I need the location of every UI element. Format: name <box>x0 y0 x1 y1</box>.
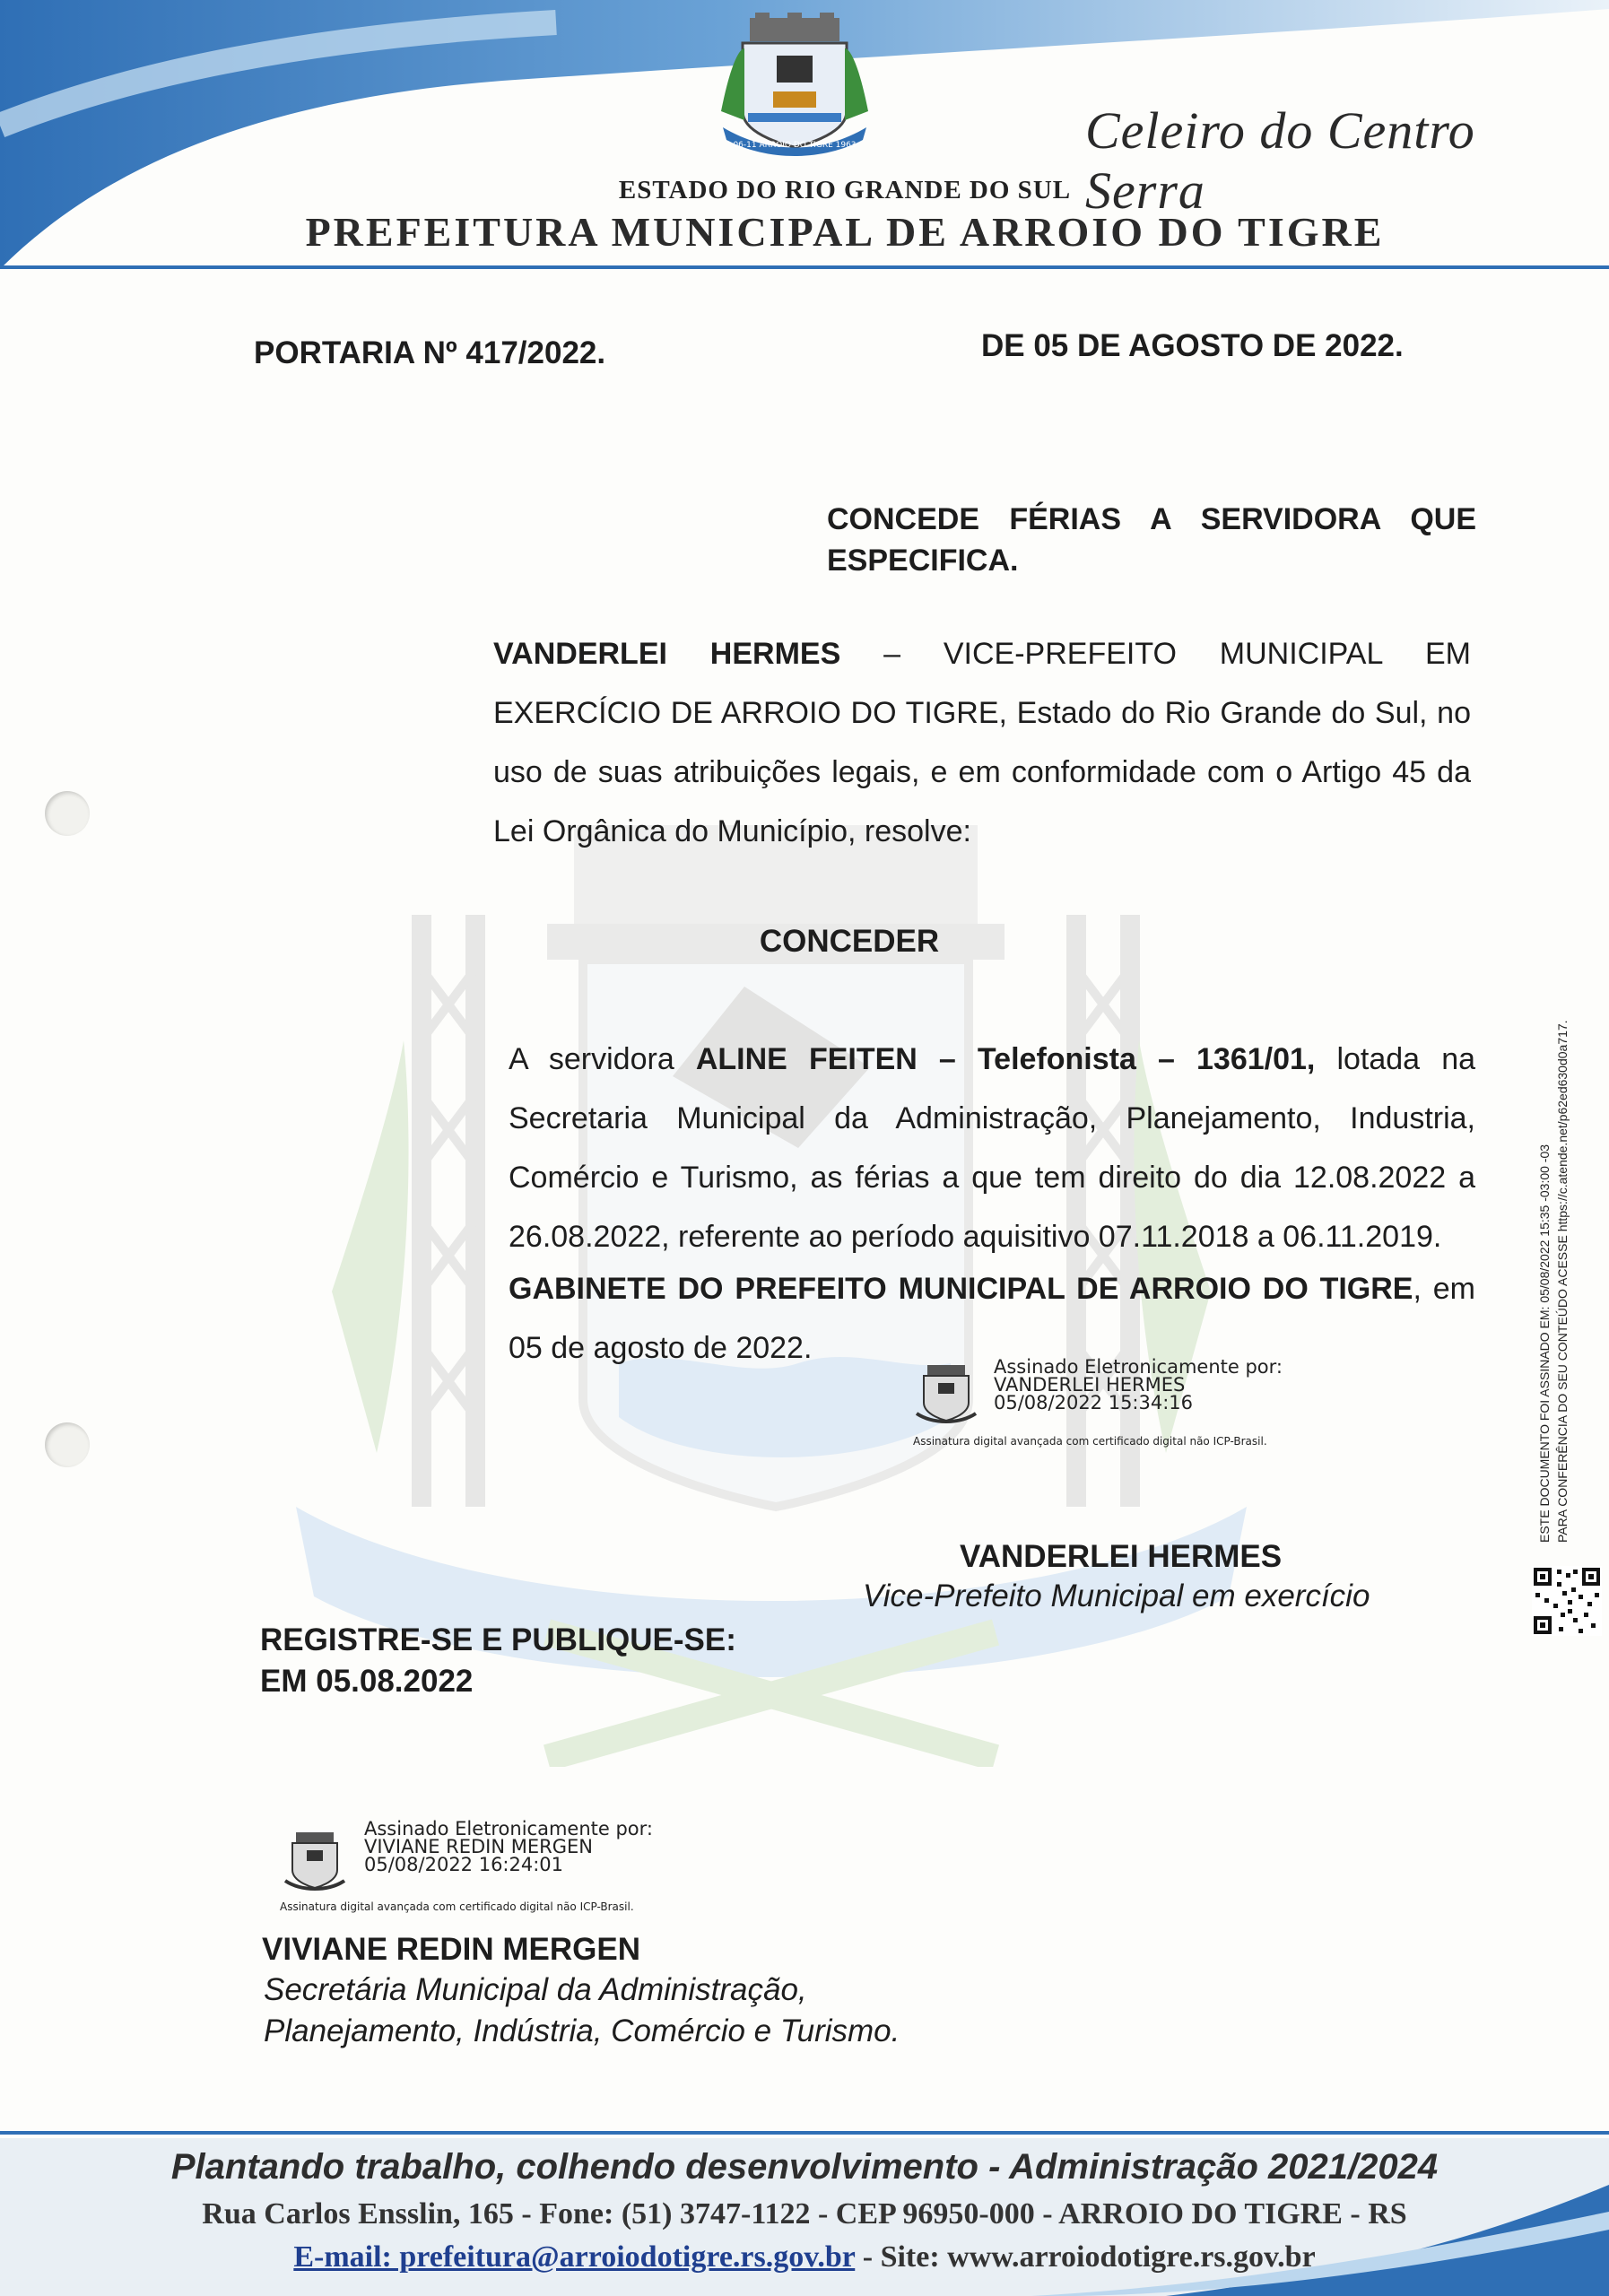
validation-sidebar-text <box>1535 861 1571 1543</box>
stamp-signer-name: VANDERLEI HERMES <box>994 1374 1186 1396</box>
stamp-seal-icon <box>915 1363 978 1424</box>
footer-site[interactable]: - Site: www.arroiodotigre.rs.gov.br <box>855 2240 1316 2274</box>
stamp-header: Assinado Eletronicamente por: <box>364 1818 653 1839</box>
motto: Celeiro do Centro Serra <box>1085 101 1475 220</box>
grant-text: lotada na Secretaria Municipal da Administração, Planejamento, Industria, Comércio e Turismo, as férias a que tem direito do dia 12.08.2022 a 26.08.2022, referente ao período aquisitivo 07.11.2018 a 06.11.2019. <box>509 1042 1476 1254</box>
punch-hole <box>45 1422 90 1467</box>
portaria-number: PORTARIA Nº 417/2022. <box>254 335 606 370</box>
electronic-signature-stamp-2 <box>278 1816 726 1933</box>
preamble-text: – VICE-PREFEITO MUNICIPAL EM EXERCÍCIO DE ARROIO DO TIGRE, Estado do Rio Grande do Sul, no uso de suas atribuições legais, e em conformidade com o Artigo 45 da Lei Orgânica do Município, resolve: <box>493 637 1471 848</box>
closing-date: , em 05 de agosto de 2022. <box>509 1272 1475 1365</box>
footer-email-link[interactable]: E-mail: prefeitura@arroiodotigre.rs.gov.br <box>293 2240 856 2274</box>
registration-note <box>260 1620 736 1702</box>
employee-identification: ALINE FEITEN – Telefonista – 1361/01, <box>695 1042 1316 1076</box>
registration-line-2: EM 05.08.2022 <box>260 1664 474 1699</box>
crest-text: 06-11 ARROIO DO TIGRE 1963 <box>733 141 857 150</box>
municipal-crest-logo <box>714 13 875 156</box>
stamp-note: Assinatura digital avançada com certificado digital não ICP-Brasil. <box>280 1900 634 1913</box>
state-name: ESTADO DO RIO GRANDE DO SUL <box>618 176 1072 204</box>
action-heading: CONCEDER <box>759 924 940 959</box>
signer-2-name: VIVIANE REDIN MERGEN <box>262 1932 640 1967</box>
footer-contact <box>0 2240 1609 2274</box>
stamp-seal-icon <box>283 1831 346 1892</box>
footer-address: Rua Carlos Ensslin, 165 - Fone: (51) 3747-1122 - CEP 96950-000 - ARROIO DO TIGRE - RS <box>202 2197 1407 2231</box>
ementa: CONCEDE FÉRIAS A SERVIDORA QUE ESPECIFICA. <box>827 502 1476 578</box>
electronic-signature-stamp-1 <box>915 1352 1345 1469</box>
grant-paragraph <box>257 1030 1475 1266</box>
signer-2-title <box>264 1970 1071 2052</box>
punch-hole <box>45 791 90 836</box>
signer-2-title-line-2: Planejamento, Indústria, Comércio e Turismo. <box>264 2013 900 2048</box>
signer-1-name: VANDERLEI HERMES <box>960 1539 1283 1574</box>
signer-1-title: Vice-Prefeito Municipal em exercício <box>863 1578 1370 1613</box>
municipality-title: PREFEITURA MUNICIPAL DE ARROIO DO TIGRE <box>305 209 1385 255</box>
stamp-signer-name: VIVIANE REDIN MERGEN <box>364 1836 593 1857</box>
preamble-paragraph <box>256 624 1471 861</box>
stamp-header: Assinado Eletronicamente por: <box>994 1356 1283 1378</box>
signer-2-title-line-1: Secretária Municipal da Administração, <box>264 1972 807 2007</box>
qr-code-icon[interactable] <box>1532 1566 1602 1636</box>
stamp-note: Assinatura digital avançada com certificado digital não ICP-Brasil. <box>913 1435 1267 1448</box>
stamp-datetime: 05/08/2022 15:34:16 <box>994 1392 1194 1413</box>
office-name: GABINETE DO PREFEITO MUNICIPAL DE ARROIO DO TIGRE <box>509 1272 1413 1306</box>
acting-mayor-name: VANDERLEI HERMES <box>493 637 841 671</box>
footer-slogan: Plantando trabalho, colhendo desenvolvimento - Administração 2021/2024 <box>170 2147 1439 2187</box>
grant-intro: A servidora <box>509 1042 696 1076</box>
validation-line-2: PARA CONFERÊNCIA DO SEU CONTEÚDO ACESSE https://c.atende.net/p62ed630d0a717. <box>1555 1020 1570 1543</box>
registration-line-1: REGISTRE-SE E PUBLIQUE-SE: <box>260 1622 736 1657</box>
stamp-datetime: 05/08/2022 16:24:01 <box>364 1854 564 1875</box>
portaria-date: DE 05 DE AGOSTO DE 2022. <box>981 328 1404 363</box>
validation-line-1: ESTE DOCUMENTO FOI ASSINADO EM: 05/08/2022 15:35 -03:00 -03 <box>1537 1144 1552 1543</box>
